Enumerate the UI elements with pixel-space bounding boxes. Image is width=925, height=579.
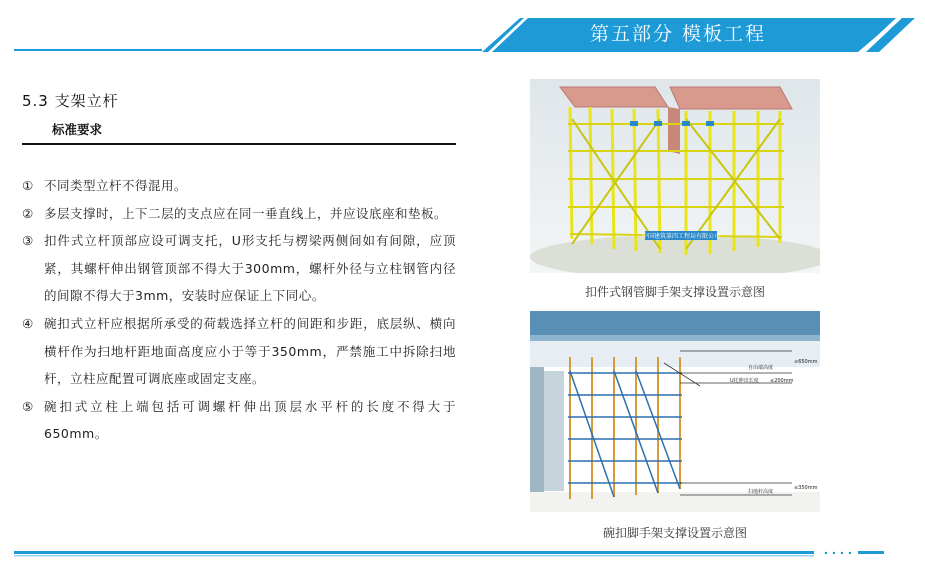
dim-value: ≤200mm <box>770 378 794 384</box>
figure-2-caption: 碗扣脚手架支撑设置示意图 <box>602 526 747 540</box>
item-text: 不同类型立杆不得混用。 <box>44 178 188 193</box>
list-item <box>22 227 456 310</box>
list-item <box>22 172 456 200</box>
figure-1-caption: 扣件式钢管脚手架支撑设置示意图 <box>584 285 765 299</box>
item-text: 碗扣式立柱上端包括可调螺杆伸出顶层水平杆的长度不得大于650mm。 <box>44 398 456 442</box>
item-text: 扣件式立杆顶部应设可调支托，U形支托与楞梁两侧间如有间隙，应顶紧，其螺杆伸出钢管顶部不得大于300mm，螺杆外径与立柱钢管内径的间隙不得大于3mm，安装时应保证上下同心。 <box>44 233 456 304</box>
requirements-list <box>22 172 456 448</box>
header-title: 第五部分 模板工程 <box>589 23 767 45</box>
dim-value: ≤650mm <box>794 359 818 365</box>
dim-label: U托伸出长度 <box>730 378 759 384</box>
item-number: ④ <box>22 315 34 331</box>
section-subtitle: 标准要求 <box>52 122 103 137</box>
footer-band <box>0 548 925 560</box>
dim-label: 自由端高度 <box>748 365 774 371</box>
company-sign: 中国建筑第四工程局有限公司 <box>641 233 721 240</box>
bowl-scaffold-illustration <box>530 311 820 512</box>
scaffold-figure-2 <box>530 311 820 512</box>
item-number: ③ <box>22 233 34 249</box>
dim-label: 扫地杆高度 <box>748 489 774 495</box>
list-item <box>22 200 456 228</box>
item-number: ① <box>22 178 34 193</box>
fastener-scaffold-illustration <box>530 79 820 273</box>
list-item <box>22 310 456 393</box>
item-number: ② <box>22 205 34 221</box>
dim-value: ≤350mm <box>794 485 818 491</box>
scaffold-figure-1 <box>530 79 820 273</box>
section-title: 5.3 支架立杆 <box>22 92 119 110</box>
item-text: 多层支撑时，上下二层的支点应在同一垂直线上，并应设底座和垫板。 <box>44 205 448 221</box>
item-text: 碗扣式立杆应根据所承受的荷载选择立杆的间距和步距，底层纵、横向横杆作为扫地杆距地面高度应小于等于350mm，严禁施工中拆除扫地杆，立柱应配置可调底座或固定支座。 <box>44 315 456 387</box>
item-number: ⑤ <box>22 398 34 414</box>
list-item <box>22 393 456 448</box>
subtitle-rule <box>22 143 456 145</box>
